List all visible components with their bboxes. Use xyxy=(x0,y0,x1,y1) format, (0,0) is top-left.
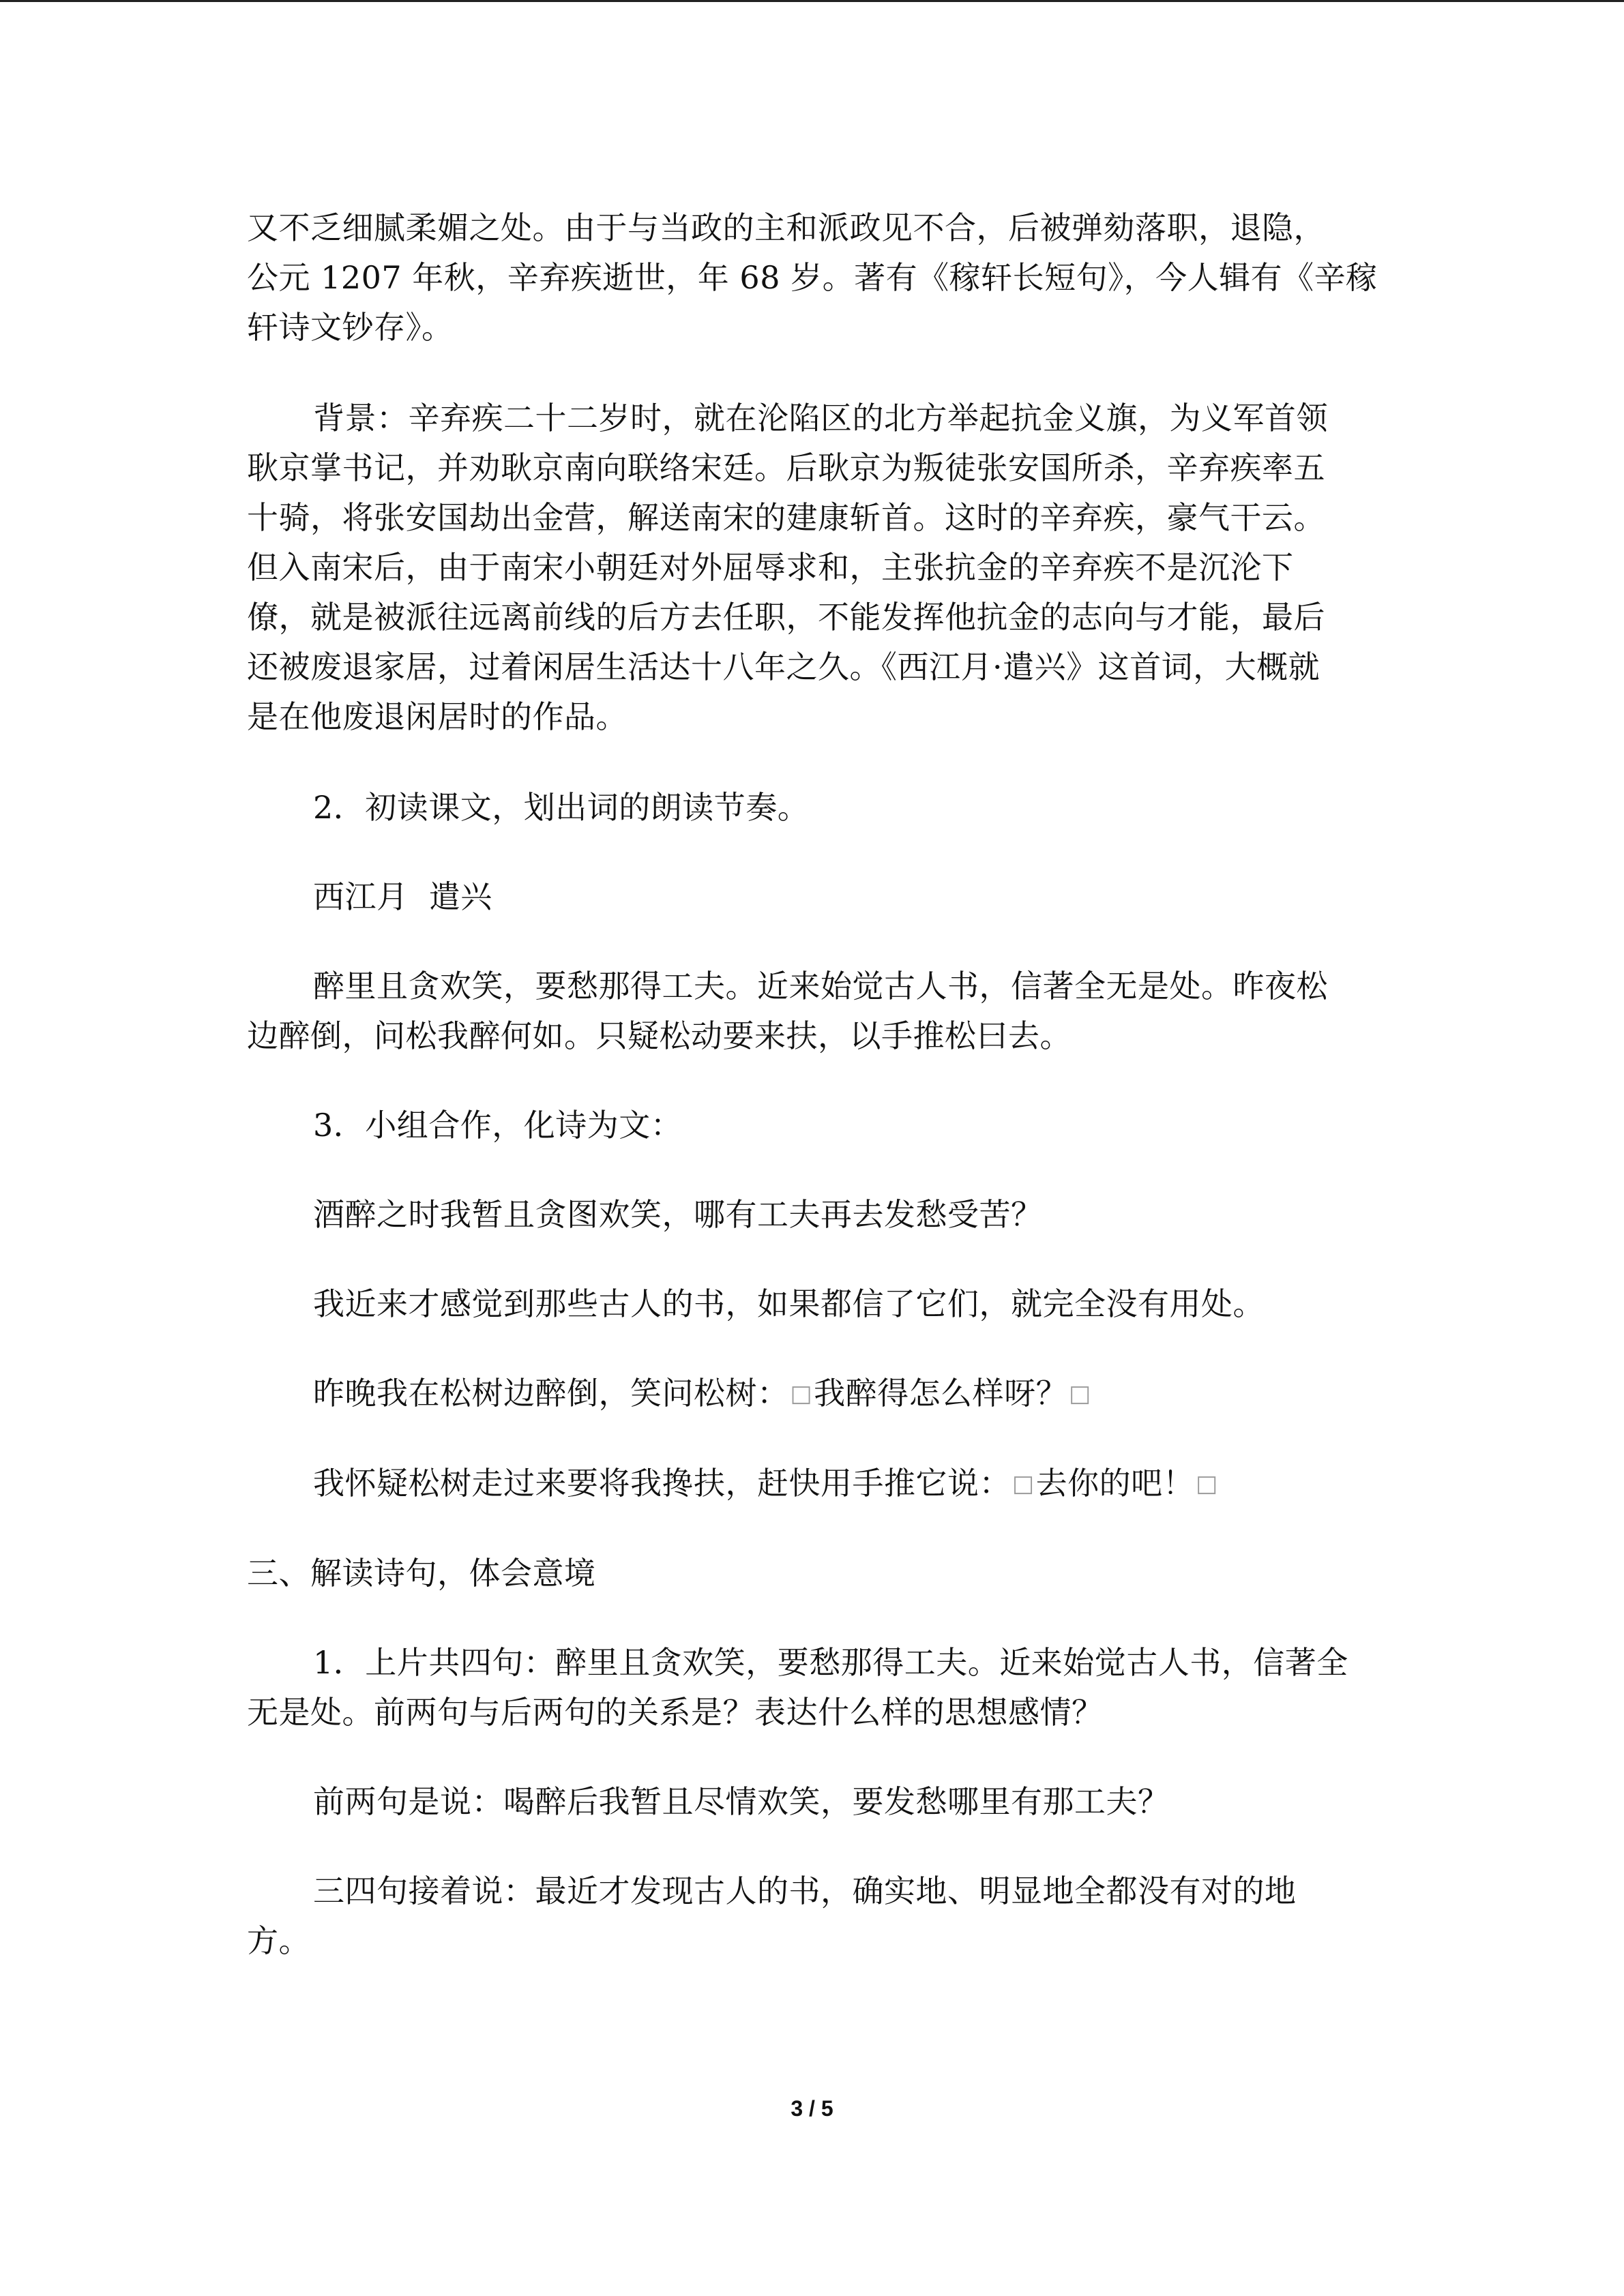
text-line: 轩诗文钞存》。 xyxy=(247,309,454,346)
background-paragraph xyxy=(247,393,1379,742)
prose-line-4 xyxy=(247,1459,1379,1509)
text-line: 前两句是说：喝醉后我暂且尽情欢笑，要发愁哪里有那工夫？ xyxy=(313,1783,1170,1820)
text-line xyxy=(247,1459,1379,1509)
missing-glyph-icon: □ xyxy=(1012,1470,1035,1497)
text-line: 无是处。前两句与后两句的关系是？表达什么样的思想感情？ xyxy=(247,1694,1104,1731)
text-line: 边醉倒，问松我醉何如。只疑松动要来扶，以手推松曰去。 xyxy=(247,1017,1072,1054)
question-1 xyxy=(247,1638,1379,1738)
prose-line-3 xyxy=(247,1369,1379,1419)
text-line: 耿京掌书记，并劝耿京南向联络宋廷。后耿京为叛徒张安国所杀，辛弃疾率五 xyxy=(247,449,1325,486)
text-line: 僚，就是被派往远离前线的后方去任职，不能发挥他抗金的志向与才能，最后 xyxy=(247,599,1325,636)
text-line: 醉里且贪欢笑，要愁那得工夫。近来始觉古人书，信著全无是处。昨夜松 xyxy=(313,968,1328,1004)
answer-1 xyxy=(247,1777,1379,1827)
step-3-heading xyxy=(247,1101,1379,1150)
text-line: 公元 1207 年秋，辛弃疾逝世，年 68 岁。著有《稼轩长短句》，今人辑有《辛稼 xyxy=(247,259,1378,296)
quoted-speech: 去你的吧！ xyxy=(1035,1465,1195,1502)
text-line: 酒醉之时我暂且贪图欢笑，哪有工夫再去发愁受苦？ xyxy=(313,1196,1043,1233)
missing-glyph-icon: □ xyxy=(1069,1380,1091,1407)
bio-paragraph xyxy=(247,203,1379,353)
top-border xyxy=(0,0,1624,2)
text-line: 三、解读诗句，体会意境 xyxy=(247,1555,596,1592)
text-line: 西江月 遣兴 xyxy=(313,878,492,915)
quoted-speech: 我醉得怎么样呀？ xyxy=(814,1375,1068,1412)
text-line: 还被废退家居，过着闲居生活达十八年之久。《西江月·遣兴》这首词，大概就 xyxy=(247,648,1320,685)
text-line xyxy=(247,1369,1379,1419)
prose-line-2 xyxy=(247,1279,1379,1329)
text-segment: 昨晚我在松树边醉倒，笑问松树： xyxy=(313,1375,789,1412)
text-line: 三四句接着说：最近才发现古人的书，确实地、明显地全都没有对的地 xyxy=(313,1873,1297,1909)
prose-line-1 xyxy=(247,1190,1379,1240)
text-line: 2．初读课文，划出词的朗读节奏。 xyxy=(313,789,810,826)
page-number: 3 / 5 xyxy=(791,2096,833,2121)
text-line: 我近来才感觉到那些古人的书，如果都信了它们，就完全没有用处。 xyxy=(313,1285,1265,1322)
text-line: 十骑，将张安国劫出金营，解送南宋的建康斩首。这时的辛弃疾，豪气干云。 xyxy=(247,499,1325,536)
text-line: 但入南宋后，由于南宋小朝廷对外屈辱求和，主张抗金的辛弃疾不是沉沦下 xyxy=(247,549,1294,586)
text-line: 3．小组合作，化诗为文： xyxy=(313,1107,683,1144)
page-content xyxy=(247,203,1379,1999)
missing-glyph-icon: □ xyxy=(790,1380,813,1407)
text-line: 方。 xyxy=(247,1922,310,1959)
text-line: 1．上片共四句：醉里且贪欢笑，要愁那得工夫。近来始觉古人书，信著全 xyxy=(313,1644,1348,1681)
text-line: 又不乏细腻柔媚之处。由于与当政的主和派政见不合，后被弹劾落职，退隐， xyxy=(247,209,1325,246)
text-line: 是在他废退闲居时的作品。 xyxy=(247,698,628,735)
poem-title xyxy=(247,872,1379,922)
missing-glyph-icon: □ xyxy=(1196,1470,1218,1497)
answer-2 xyxy=(247,1866,1379,1966)
text-line: 背景：辛弃疾二十二岁时，就在沦陷区的北方举起抗金义旗，为义军首领 xyxy=(313,400,1328,436)
section-3-heading xyxy=(247,1549,1379,1598)
poem-text xyxy=(247,961,1379,1061)
step-2-heading xyxy=(247,783,1379,833)
text-segment: 我怀疑松树走过来要将我搀扶，赶快用手推它说： xyxy=(313,1465,1011,1502)
